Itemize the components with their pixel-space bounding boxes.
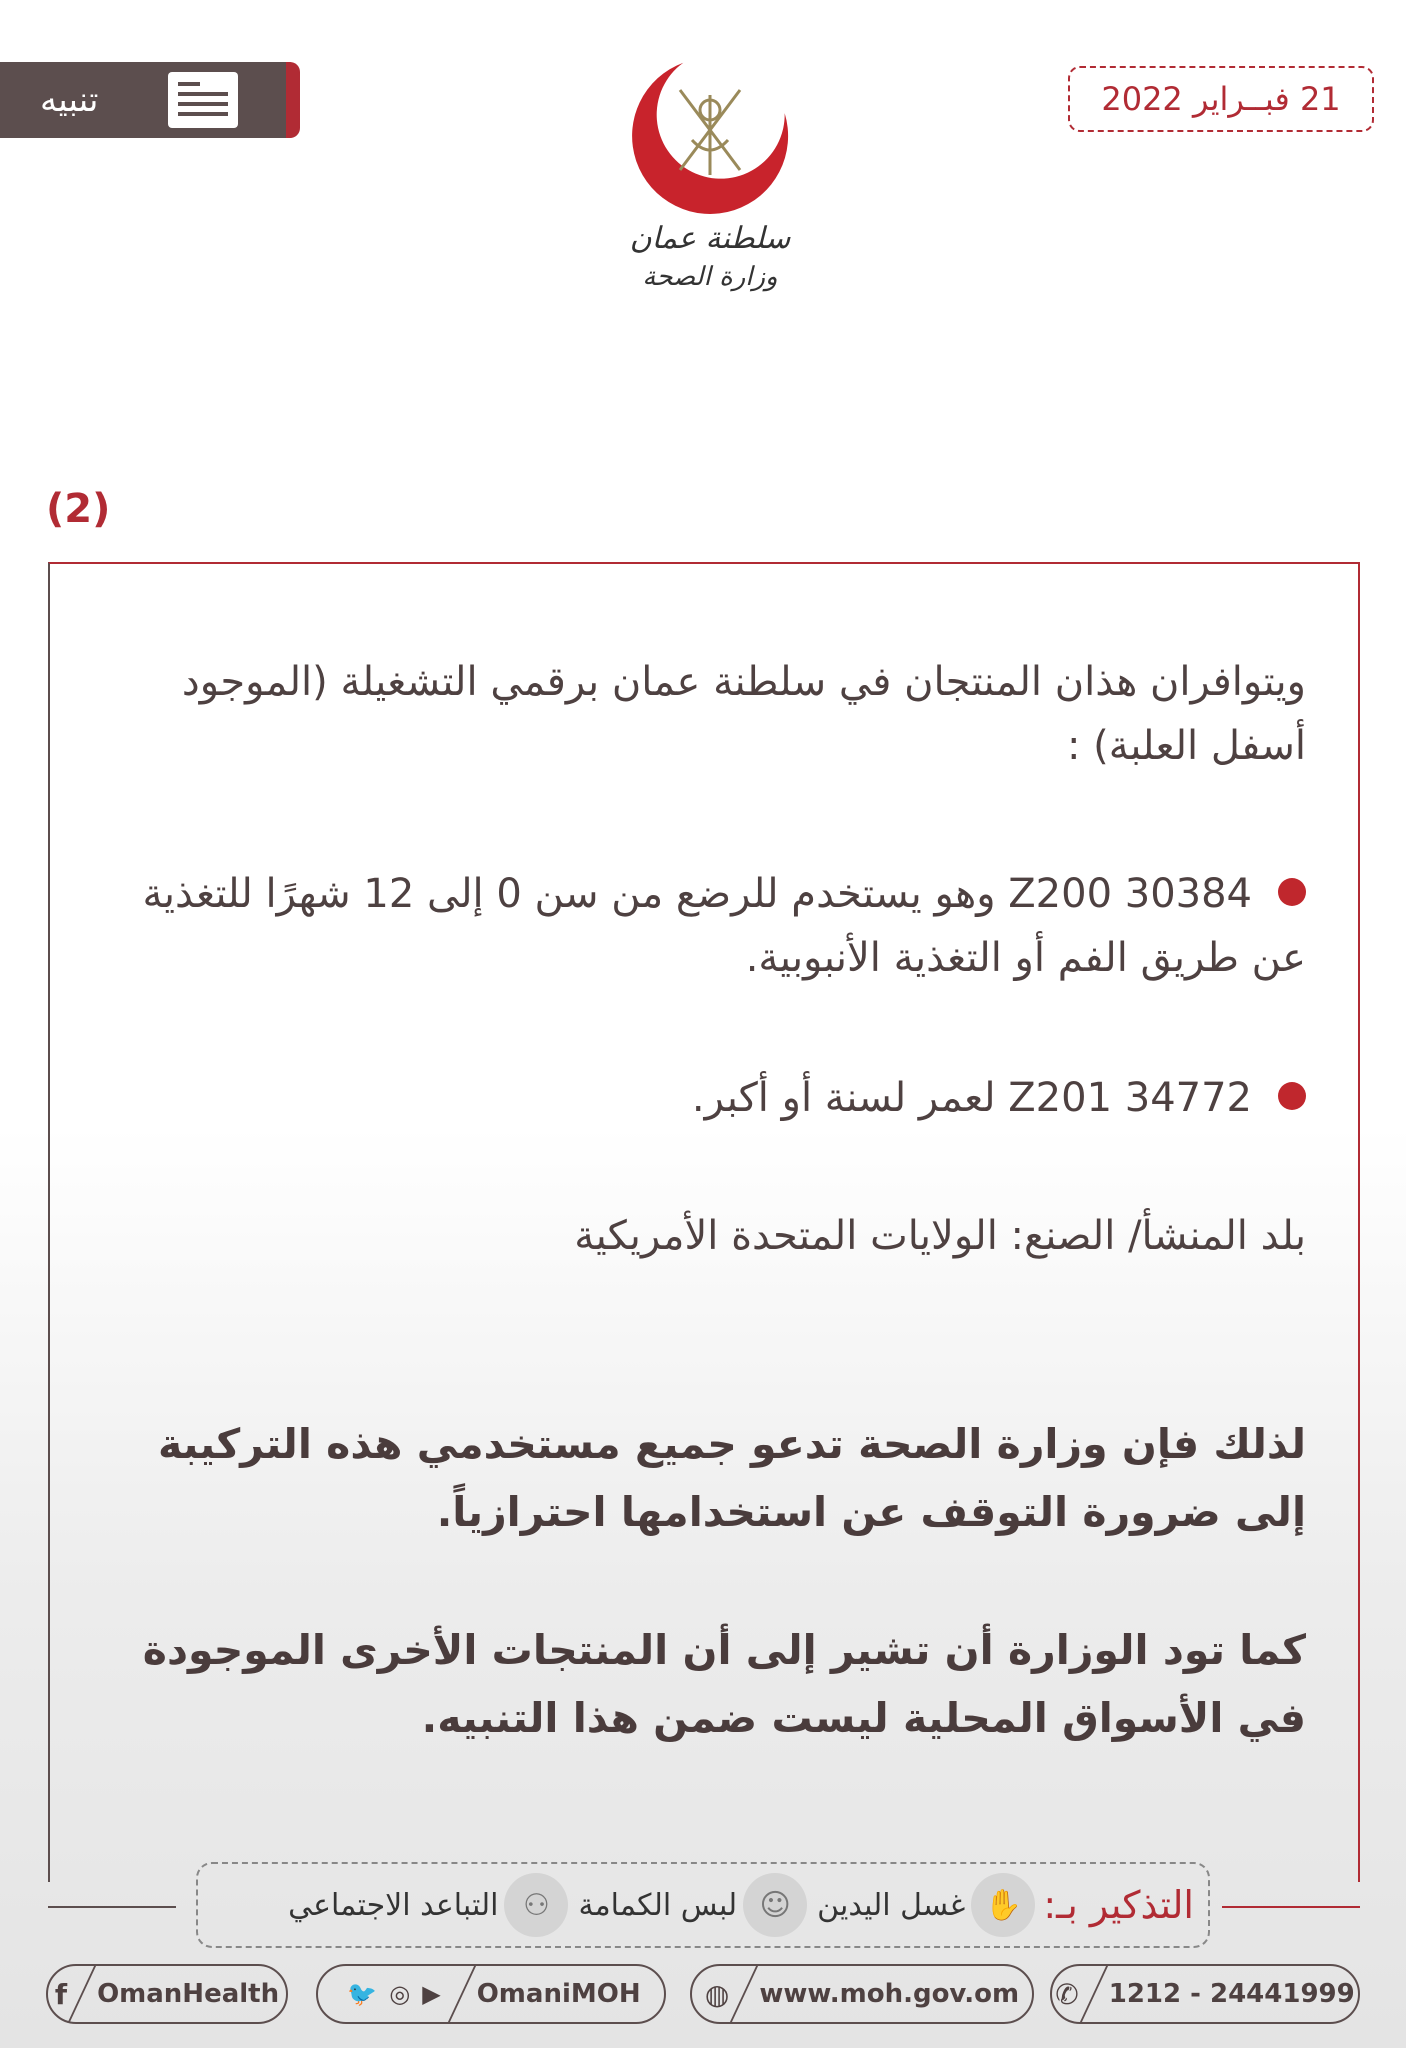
bullet-dot-icon [1278, 1082, 1306, 1110]
social-links[interactable] [316, 1964, 666, 2024]
date-text: 21 فبــراير 2022 [1101, 80, 1341, 118]
bullet-1-text: 30384 Z200 وهو يستخدم للرضع من سن 0 إلى 12 شهرًا للتغذية عن طريق الفم أو التغذية الأنبوبية. [142, 871, 1306, 981]
logo-line2: وزارة الصحة [642, 262, 778, 292]
logo-line1: سلطنة عمان [629, 221, 791, 256]
phone-link[interactable] [1050, 1964, 1360, 2024]
instagram-icon[interactable]: ◎ [389, 1980, 411, 2008]
reminder-title: التذكير بـ: [1043, 1883, 1194, 1927]
social-handle: OmaniMOH [476, 1979, 641, 2009]
facebook-link[interactable] [46, 1964, 288, 2024]
phone-number: 1212 - 24441999 [1108, 1979, 1355, 2009]
bullet-dot-icon [1278, 878, 1306, 906]
distancing-icon: ⚇ [504, 1873, 568, 1937]
website-link[interactable] [690, 1964, 1034, 2024]
ministry-logo [600, 50, 820, 300]
call-paragraph: لذلك فإن وزارة الصحة تدعو جميع مستخدمي هذه التركيبة إلى ضرورة التوقف عن استخدامها احترازياً. [158, 1420, 1306, 1536]
newspaper-icon [168, 72, 238, 128]
reminder-item-distance [288, 1873, 568, 1937]
reminder-mask-label: لبس الكمامة [578, 1887, 738, 1923]
facebook-icon: f [54, 1977, 68, 2011]
note-paragraph: كما تود الوزارة أن تشير إلى أن المنتجات الأخرى الموجودة في الأسواق المحلية ليست ضمن هذا التنبيه. [142, 1626, 1306, 1742]
youtube-icon[interactable]: ▶ [422, 1980, 441, 2008]
page-number: (2) [46, 486, 111, 532]
reminder-item-handwash [817, 1873, 1035, 1937]
globe-icon: ◍ [704, 1977, 730, 2011]
frame-bottom-left [48, 1906, 176, 1908]
facebook-handle: OmanHealth [97, 1979, 280, 2009]
reminder-handwash-label: غسل اليدين [817, 1887, 966, 1923]
bullet-item-2 [76, 1066, 1306, 1130]
crescent-emblem-icon [600, 50, 820, 220]
reminder-item-mask [578, 1873, 807, 1937]
intro-paragraph: ويتوافران هذان المنتجان في سلطنة عمان برقمي التشغيلة (الموجود أسفل العلبة) : [181, 659, 1306, 769]
alert-label: تنبيه [40, 80, 99, 120]
mask-icon: ☺ [743, 1873, 807, 1937]
bullet-2-text: 34772 Z201 لعمر لسنة أو أكبر. [691, 1075, 1252, 1121]
handwash-icon: ✋ [971, 1873, 1035, 1937]
frame-bottom-right [1222, 1906, 1360, 1908]
twitter-icon[interactable]: 🐦 [347, 1980, 378, 2008]
alert-tab [0, 62, 300, 138]
reminder-bar [196, 1862, 1210, 1948]
bullet-item-1 [76, 862, 1306, 990]
origin-text: بلد المنشأ/ الصنع: الولايات المتحدة الأمريكية [574, 1213, 1306, 1259]
website-url: www.moh.gov.om [759, 1979, 1020, 2009]
date-box [1068, 66, 1374, 132]
phone-icon: ✆ [1055, 1977, 1079, 2011]
reminder-distance-label: التباعد الاجتماعي [288, 1887, 499, 1923]
